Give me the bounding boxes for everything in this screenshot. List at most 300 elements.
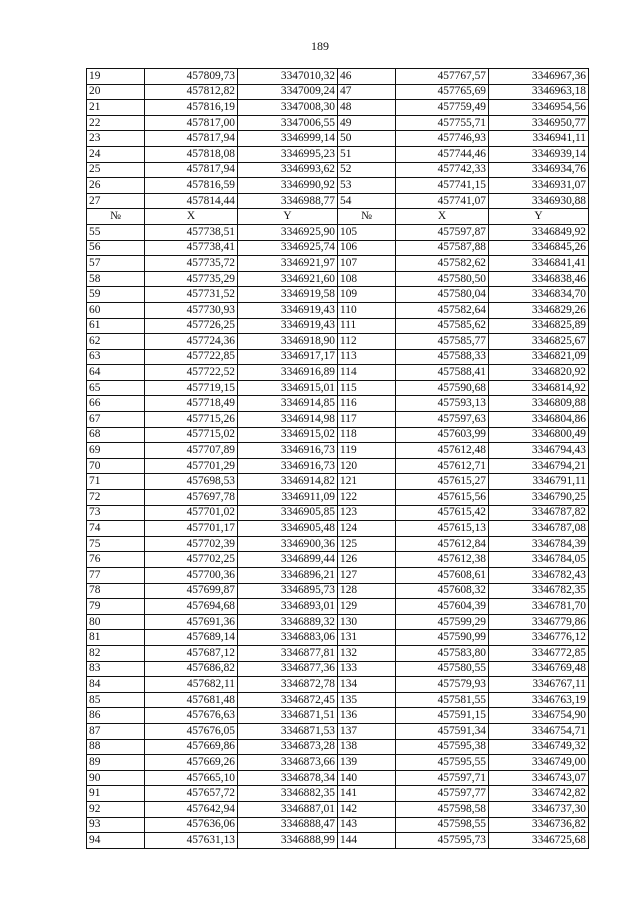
table-row (87, 474, 589, 490)
y-coordinate-cell: 3346990,92 (238, 178, 338, 194)
x-coordinate-cell: 457702,39 (145, 536, 238, 552)
y-coordinate-cell: 3346950,77 (489, 115, 589, 131)
point-number-cell: 80 (87, 614, 145, 630)
table-row (87, 661, 589, 677)
header-number: № (338, 209, 396, 225)
x-coordinate-cell: 457735,29 (145, 271, 238, 287)
point-number-cell: 124 (338, 521, 396, 537)
x-coordinate-cell: 457580,50 (396, 271, 489, 287)
table-row (87, 521, 589, 537)
point-number-cell: 87 (87, 723, 145, 739)
point-number-cell: 47 (338, 84, 396, 100)
point-number-cell: 136 (338, 708, 396, 724)
y-coordinate-cell: 3346829,26 (489, 302, 589, 318)
x-coordinate-cell: 457636,06 (145, 817, 238, 833)
x-coordinate-cell: 457585,77 (396, 334, 489, 350)
table-row (87, 69, 589, 85)
y-coordinate-cell: 3346872,45 (238, 692, 338, 708)
x-coordinate-cell: 457726,25 (145, 318, 238, 334)
header-x: X (396, 209, 489, 225)
x-coordinate-cell: 457818,08 (145, 146, 238, 162)
y-coordinate-cell: 3346769,48 (489, 661, 589, 677)
x-coordinate-cell: 457579,93 (396, 677, 489, 693)
x-coordinate-cell: 457591,34 (396, 723, 489, 739)
point-number-cell: 144 (338, 833, 396, 849)
point-number-cell: 19 (87, 69, 145, 85)
y-coordinate-cell: 3346742,82 (489, 786, 589, 802)
y-coordinate-cell: 3346763,19 (489, 692, 589, 708)
point-number-cell: 27 (87, 193, 145, 209)
table-row (87, 770, 589, 786)
table-row (87, 427, 589, 443)
y-coordinate-cell: 3346883,06 (238, 630, 338, 646)
y-coordinate-cell: 3346905,48 (238, 521, 338, 537)
table-row (87, 334, 589, 350)
y-coordinate-cell: 3346754,90 (489, 708, 589, 724)
point-number-cell: 62 (87, 334, 145, 350)
y-coordinate-cell: 3346954,56 (489, 100, 589, 116)
table-row (87, 458, 589, 474)
point-number-cell: 68 (87, 427, 145, 443)
y-coordinate-cell: 3346993,62 (238, 162, 338, 178)
x-coordinate-cell: 457598,58 (396, 801, 489, 817)
x-coordinate-cell: 457582,62 (396, 256, 489, 272)
point-number-cell: 134 (338, 677, 396, 693)
table-row (87, 193, 589, 209)
point-number-cell: 73 (87, 505, 145, 521)
y-coordinate-cell: 3346779,86 (489, 614, 589, 630)
y-coordinate-cell: 3346905,85 (238, 505, 338, 521)
point-number-cell: 52 (338, 162, 396, 178)
table-row (87, 178, 589, 194)
x-coordinate-cell: 457816,59 (145, 178, 238, 194)
x-coordinate-cell: 457604,39 (396, 599, 489, 615)
table-row (87, 240, 589, 256)
point-number-cell: 82 (87, 645, 145, 661)
y-coordinate-cell: 3346939,14 (489, 146, 589, 162)
x-coordinate-cell: 457597,63 (396, 412, 489, 428)
y-coordinate-cell: 3346967,36 (489, 69, 589, 85)
point-number-cell: 59 (87, 287, 145, 303)
header-row (87, 209, 589, 225)
table-row (87, 302, 589, 318)
x-coordinate-cell: 457767,57 (396, 69, 489, 85)
point-number-cell: 113 (338, 349, 396, 365)
x-coordinate-cell: 457612,71 (396, 458, 489, 474)
x-coordinate-cell: 457698,53 (145, 474, 238, 490)
y-coordinate-cell: 3346934,76 (489, 162, 589, 178)
y-coordinate-cell: 3346895,73 (238, 583, 338, 599)
y-coordinate-cell: 3346889,32 (238, 614, 338, 630)
point-number-cell: 120 (338, 458, 396, 474)
table-row (87, 536, 589, 552)
y-coordinate-cell: 3346743,07 (489, 770, 589, 786)
table-row (87, 490, 589, 506)
point-number-cell: 129 (338, 599, 396, 615)
y-coordinate-cell: 3346834,70 (489, 287, 589, 303)
x-coordinate-cell: 457612,48 (396, 443, 489, 459)
y-coordinate-cell: 3346925,90 (238, 224, 338, 240)
point-number-cell: 70 (87, 458, 145, 474)
y-coordinate-cell: 3346877,81 (238, 645, 338, 661)
point-number-cell: 94 (87, 833, 145, 849)
point-number-cell: 61 (87, 318, 145, 334)
point-number-cell: 105 (338, 224, 396, 240)
point-number-cell: 130 (338, 614, 396, 630)
table-row (87, 256, 589, 272)
y-coordinate-cell: 3346878,34 (238, 770, 338, 786)
table-row (87, 100, 589, 116)
x-coordinate-cell: 457715,02 (145, 427, 238, 443)
y-coordinate-cell: 3346787,82 (489, 505, 589, 521)
y-coordinate-cell: 3346800,49 (489, 427, 589, 443)
table-row (87, 318, 589, 334)
table-row (87, 146, 589, 162)
x-coordinate-cell: 457701,29 (145, 458, 238, 474)
point-number-cell: 76 (87, 552, 145, 568)
x-coordinate-cell: 457741,07 (396, 193, 489, 209)
point-number-cell: 126 (338, 552, 396, 568)
point-number-cell: 86 (87, 708, 145, 724)
point-number-cell: 77 (87, 568, 145, 584)
y-coordinate-cell: 3346821,09 (489, 349, 589, 365)
point-number-cell: 122 (338, 490, 396, 506)
x-coordinate-cell: 457590,99 (396, 630, 489, 646)
x-coordinate-cell: 457588,33 (396, 349, 489, 365)
y-coordinate-cell: 3347009,24 (238, 84, 338, 100)
x-coordinate-cell: 457595,38 (396, 739, 489, 755)
x-coordinate-cell: 457744,46 (396, 146, 489, 162)
point-number-cell: 21 (87, 100, 145, 116)
x-coordinate-cell: 457697,78 (145, 490, 238, 506)
y-coordinate-cell: 3346772,85 (489, 645, 589, 661)
x-coordinate-cell: 457615,13 (396, 521, 489, 537)
header-x: X (145, 209, 238, 225)
y-coordinate-cell: 3346749,00 (489, 755, 589, 771)
y-coordinate-cell: 3346825,67 (489, 334, 589, 350)
coordinates-table-bottom-section (87, 224, 589, 848)
point-number-cell: 89 (87, 755, 145, 771)
x-coordinate-cell: 457765,69 (396, 84, 489, 100)
x-coordinate-cell: 457700,36 (145, 568, 238, 584)
coordinates-table-top-section (87, 69, 589, 209)
table-row (87, 349, 589, 365)
y-coordinate-cell: 3346820,92 (489, 365, 589, 381)
y-coordinate-cell: 3346725,68 (489, 833, 589, 849)
point-number-cell: 123 (338, 505, 396, 521)
y-coordinate-cell: 3346825,89 (489, 318, 589, 334)
x-coordinate-cell: 457746,93 (396, 131, 489, 147)
point-number-cell: 90 (87, 770, 145, 786)
x-coordinate-cell: 457608,32 (396, 583, 489, 599)
table-row (87, 723, 589, 739)
point-number-cell: 109 (338, 287, 396, 303)
x-coordinate-cell: 457816,19 (145, 100, 238, 116)
y-coordinate-cell: 3346776,12 (489, 630, 589, 646)
point-number-cell: 24 (87, 146, 145, 162)
point-number-cell: 115 (338, 380, 396, 396)
point-number-cell: 53 (338, 178, 396, 194)
x-coordinate-cell: 457809,73 (145, 69, 238, 85)
point-number-cell: 81 (87, 630, 145, 646)
x-coordinate-cell: 457595,73 (396, 833, 489, 849)
table-row (87, 630, 589, 646)
x-coordinate-cell: 457615,27 (396, 474, 489, 490)
point-number-cell: 48 (338, 100, 396, 116)
x-coordinate-cell: 457715,26 (145, 412, 238, 428)
table-row (87, 365, 589, 381)
x-coordinate-cell: 457702,25 (145, 552, 238, 568)
x-coordinate-cell: 457759,49 (396, 100, 489, 116)
x-coordinate-cell: 457686,82 (145, 661, 238, 677)
table-row (87, 692, 589, 708)
x-coordinate-cell: 457741,15 (396, 178, 489, 194)
y-coordinate-cell: 3347006,55 (238, 115, 338, 131)
y-coordinate-cell: 3346790,25 (489, 490, 589, 506)
x-coordinate-cell: 457581,55 (396, 692, 489, 708)
x-coordinate-cell: 457593,13 (396, 396, 489, 412)
point-number-cell: 79 (87, 599, 145, 615)
table-row (87, 568, 589, 584)
y-coordinate-cell: 3346754,71 (489, 723, 589, 739)
x-coordinate-cell: 457812,82 (145, 84, 238, 100)
y-coordinate-cell: 3346814,92 (489, 380, 589, 396)
x-coordinate-cell: 457615,42 (396, 505, 489, 521)
point-number-cell: 143 (338, 817, 396, 833)
table-row (87, 552, 589, 568)
point-number-cell: 121 (338, 474, 396, 490)
y-coordinate-cell: 3346921,60 (238, 271, 338, 287)
y-coordinate-cell: 3346782,43 (489, 568, 589, 584)
y-coordinate-cell: 3346919,58 (238, 287, 338, 303)
y-coordinate-cell: 3346930,88 (489, 193, 589, 209)
y-coordinate-cell: 3346988,77 (238, 193, 338, 209)
point-number-cell: 107 (338, 256, 396, 272)
table-row (87, 412, 589, 428)
y-coordinate-cell: 3346995,23 (238, 146, 338, 162)
x-coordinate-cell: 457612,84 (396, 536, 489, 552)
y-coordinate-cell: 3346767,11 (489, 677, 589, 693)
x-coordinate-cell: 457707,89 (145, 443, 238, 459)
x-coordinate-cell: 457676,05 (145, 723, 238, 739)
x-coordinate-cell: 457738,41 (145, 240, 238, 256)
x-coordinate-cell: 457657,72 (145, 786, 238, 802)
point-number-cell: 72 (87, 490, 145, 506)
x-coordinate-cell: 457738,51 (145, 224, 238, 240)
table-row (87, 786, 589, 802)
y-coordinate-cell: 3346737,30 (489, 801, 589, 817)
x-coordinate-cell: 457701,02 (145, 505, 238, 521)
x-coordinate-cell: 457694,68 (145, 599, 238, 615)
y-coordinate-cell: 3346849,92 (489, 224, 589, 240)
table-row (87, 443, 589, 459)
x-coordinate-cell: 457598,55 (396, 817, 489, 833)
x-coordinate-cell: 457722,85 (145, 349, 238, 365)
y-coordinate-cell: 3346872,78 (238, 677, 338, 693)
y-coordinate-cell: 3346915,02 (238, 427, 338, 443)
y-coordinate-cell: 3346999,14 (238, 131, 338, 147)
table-row (87, 645, 589, 661)
x-coordinate-cell: 457687,12 (145, 645, 238, 661)
coordinates-table-header (87, 209, 589, 225)
x-coordinate-cell: 457580,04 (396, 287, 489, 303)
y-coordinate-cell: 3346887,01 (238, 801, 338, 817)
y-coordinate-cell: 3346809,88 (489, 396, 589, 412)
table-row (87, 287, 589, 303)
point-number-cell: 85 (87, 692, 145, 708)
x-coordinate-cell: 457631,13 (145, 833, 238, 849)
x-coordinate-cell: 457597,77 (396, 786, 489, 802)
x-coordinate-cell: 457691,36 (145, 614, 238, 630)
point-number-cell: 69 (87, 443, 145, 459)
point-number-cell: 131 (338, 630, 396, 646)
point-number-cell: 127 (338, 568, 396, 584)
table-row (87, 84, 589, 100)
point-number-cell: 63 (87, 349, 145, 365)
table-row (87, 380, 589, 396)
y-coordinate-cell: 3346916,73 (238, 443, 338, 459)
y-coordinate-cell: 3346804,86 (489, 412, 589, 428)
y-coordinate-cell: 3346914,98 (238, 412, 338, 428)
table-row (87, 583, 589, 599)
point-number-cell: 46 (338, 69, 396, 85)
y-coordinate-cell: 3346794,21 (489, 458, 589, 474)
point-number-cell: 92 (87, 801, 145, 817)
table-row (87, 396, 589, 412)
point-number-cell: 112 (338, 334, 396, 350)
x-coordinate-cell: 457591,15 (396, 708, 489, 724)
y-coordinate-cell: 3346781,70 (489, 599, 589, 615)
x-coordinate-cell: 457582,64 (396, 302, 489, 318)
table-row (87, 833, 589, 849)
point-number-cell: 137 (338, 723, 396, 739)
y-coordinate-cell: 3346845,26 (489, 240, 589, 256)
x-coordinate-cell: 457718,49 (145, 396, 238, 412)
point-number-cell: 57 (87, 256, 145, 272)
y-coordinate-cell: 3346899,44 (238, 552, 338, 568)
x-coordinate-cell: 457817,00 (145, 115, 238, 131)
point-number-cell: 64 (87, 365, 145, 381)
x-coordinate-cell: 457735,72 (145, 256, 238, 272)
x-coordinate-cell: 457731,52 (145, 287, 238, 303)
x-coordinate-cell: 457588,41 (396, 365, 489, 381)
x-coordinate-cell: 457665,10 (145, 770, 238, 786)
y-coordinate-cell: 3346963,18 (489, 84, 589, 100)
header-y: Y (489, 209, 589, 225)
point-number-cell: 111 (338, 318, 396, 334)
x-coordinate-cell: 457597,71 (396, 770, 489, 786)
x-coordinate-cell: 457755,71 (396, 115, 489, 131)
y-coordinate-cell: 3346914,82 (238, 474, 338, 490)
point-number-cell: 108 (338, 271, 396, 287)
x-coordinate-cell: 457724,36 (145, 334, 238, 350)
x-coordinate-cell: 457817,94 (145, 162, 238, 178)
y-coordinate-cell: 3346794,43 (489, 443, 589, 459)
y-coordinate-cell: 3346841,41 (489, 256, 589, 272)
y-coordinate-cell: 3346782,35 (489, 583, 589, 599)
point-number-cell: 78 (87, 583, 145, 599)
y-coordinate-cell: 3346911,09 (238, 490, 338, 506)
table-row (87, 614, 589, 630)
x-coordinate-cell: 457608,61 (396, 568, 489, 584)
point-number-cell: 91 (87, 786, 145, 802)
x-coordinate-cell: 457669,26 (145, 755, 238, 771)
x-coordinate-cell: 457689,14 (145, 630, 238, 646)
y-coordinate-cell: 3346925,74 (238, 240, 338, 256)
table-row (87, 162, 589, 178)
point-number-cell: 60 (87, 302, 145, 318)
table-row (87, 131, 589, 147)
point-number-cell: 116 (338, 396, 396, 412)
x-coordinate-cell: 457580,55 (396, 661, 489, 677)
point-number-cell: 58 (87, 271, 145, 287)
table-row (87, 224, 589, 240)
x-coordinate-cell: 457615,56 (396, 490, 489, 506)
table-row (87, 739, 589, 755)
x-coordinate-cell: 457585,62 (396, 318, 489, 334)
y-coordinate-cell: 3346882,35 (238, 786, 338, 802)
x-coordinate-cell: 457817,94 (145, 131, 238, 147)
y-coordinate-cell: 3346919,43 (238, 318, 338, 334)
y-coordinate-cell: 3346749,32 (489, 739, 589, 755)
y-coordinate-cell: 3346917,17 (238, 349, 338, 365)
point-number-cell: 114 (338, 365, 396, 381)
x-coordinate-cell: 457676,63 (145, 708, 238, 724)
y-coordinate-cell: 3346787,08 (489, 521, 589, 537)
coordinates-table (86, 68, 589, 849)
page-number: 189 (311, 39, 329, 53)
header-y: Y (238, 209, 338, 225)
y-coordinate-cell: 3346900,36 (238, 536, 338, 552)
x-coordinate-cell: 457699,87 (145, 583, 238, 599)
point-number-cell: 117 (338, 412, 396, 428)
y-coordinate-cell: 3346784,39 (489, 536, 589, 552)
point-number-cell: 51 (338, 146, 396, 162)
point-number-cell: 142 (338, 801, 396, 817)
y-coordinate-cell: 3346919,43 (238, 302, 338, 318)
x-coordinate-cell: 457730,93 (145, 302, 238, 318)
point-number-cell: 55 (87, 224, 145, 240)
table-row (87, 801, 589, 817)
x-coordinate-cell: 457642,94 (145, 801, 238, 817)
y-coordinate-cell: 3346873,66 (238, 755, 338, 771)
point-number-cell: 56 (87, 240, 145, 256)
point-number-cell: 54 (338, 193, 396, 209)
point-number-cell: 93 (87, 817, 145, 833)
point-number-cell: 23 (87, 131, 145, 147)
y-coordinate-cell: 3346871,53 (238, 723, 338, 739)
x-coordinate-cell: 457612,38 (396, 552, 489, 568)
x-coordinate-cell: 457722,52 (145, 365, 238, 381)
y-coordinate-cell: 3346921,97 (238, 256, 338, 272)
x-coordinate-cell: 457597,87 (396, 224, 489, 240)
y-coordinate-cell: 3346893,01 (238, 599, 338, 615)
table-row (87, 817, 589, 833)
point-number-cell: 132 (338, 645, 396, 661)
point-number-cell: 67 (87, 412, 145, 428)
table-row (87, 505, 589, 521)
y-coordinate-cell: 3347010,32 (238, 69, 338, 85)
point-number-cell: 66 (87, 396, 145, 412)
y-coordinate-cell: 3346871,51 (238, 708, 338, 724)
y-coordinate-cell: 3346914,85 (238, 396, 338, 412)
point-number-cell: 139 (338, 755, 396, 771)
point-number-cell: 22 (87, 115, 145, 131)
x-coordinate-cell: 457701,17 (145, 521, 238, 537)
y-coordinate-cell: 3346784,05 (489, 552, 589, 568)
table-row (87, 599, 589, 615)
y-coordinate-cell: 3346888,47 (238, 817, 338, 833)
